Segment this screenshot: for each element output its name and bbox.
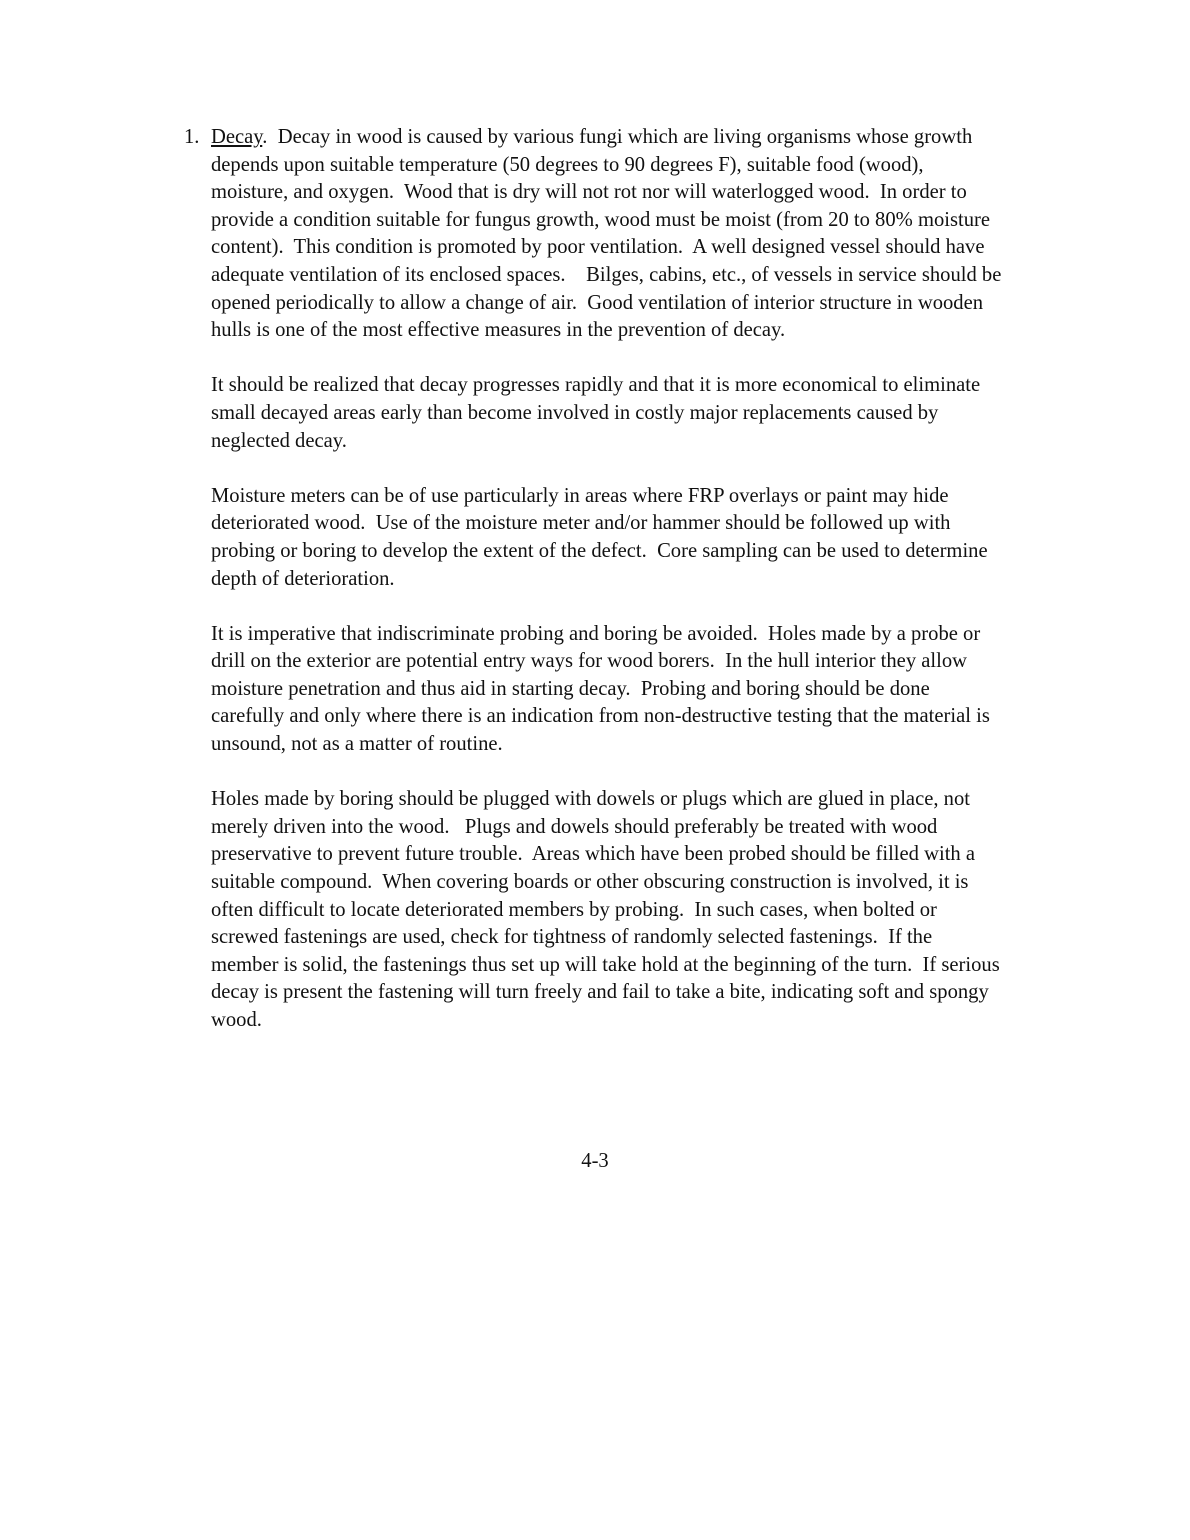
paragraph-line: wood. (211, 1009, 262, 1031)
paragraph-line: depth of deterioration. (211, 567, 395, 590)
paragraph-line-text: Decay in wood is caused by various fungi which are living organisms whose growth (277, 126, 973, 148)
paragraph-5 (211, 786, 1044, 1034)
paragraph-line: adequate ventilation of its enclosed spaces. Bilges, cabins, etc., of vessels in service should be (211, 263, 1002, 286)
paragraph-line: carefully and only where there is an indication from non-destructive testing that the material is (211, 705, 990, 728)
paragraph-line: moisture penetration and thus aid in starting decay. Probing and boring should be done (211, 677, 930, 700)
paragraph-line: content). This condition is promoted by poor ventilation. A well designed vessel should have (211, 236, 985, 259)
paragraph-line: depends upon suitable temperature (50 degrees to 90 degrees F), suitable food (wood), (211, 153, 924, 176)
paragraph-line: hulls is one of the most effective measures in the prevention of decay. (211, 319, 786, 342)
paragraph-line: drill on the exterior are potential entry ways for wood borers. In the hull interior they allow (211, 650, 968, 673)
paragraph-line: decay is present the fastening will turn freely and fail to take a bite, indicating soft and spongy (211, 981, 989, 1004)
paragraph-line: preservative to prevent future trouble. Areas which have been probed should be filled with a (211, 843, 975, 866)
item-number: 1. (184, 126, 200, 148)
paragraph-line: Holes made by boring should be plugged with dowels or plugs which are glued in place, not (211, 788, 970, 811)
paragraph-line: provide a condition suitable for fungus growth, wood must be moist (from 20 to 80% moisture (211, 208, 991, 231)
paragraph-1 (211, 124, 1044, 345)
heading-period: . (262, 126, 278, 148)
page-number: 4-3 (581, 1150, 609, 1172)
paragraph-line: often difficult to locate deteriorated members by probing. In such cases, when bolted or (211, 898, 937, 921)
paragraph-line: suitable compound. When covering boards or other obscuring construction is involved, it is (211, 871, 969, 894)
paragraph-line: Moisture meters can be of use particularly in areas where FRP overlays or paint may hide (211, 484, 949, 507)
paragraph-line: neglected decay. (211, 429, 347, 452)
section-heading: Decay (211, 126, 263, 148)
paragraph-line: screwed fastenings are used, check for tightness of randomly selected fastenings. If the (211, 926, 933, 949)
paragraph-line: opened periodically to allow a change of air. Good ventilation of interior structure in wooden (211, 291, 984, 314)
paragraph-line: member is solid, the fastenings thus set up will take hold at the beginning of the turn. If serious (211, 953, 1000, 976)
paragraph-4 (211, 621, 1044, 759)
paragraph-line: It is imperative that indiscriminate probing and boring be avoided. Holes made by a probe or (211, 622, 981, 645)
paragraph-line: small decayed areas early than become involved in costly major replacements caused by (211, 401, 939, 424)
paragraph-line: moisture, and oxygen. Wood that is dry will not rot nor will waterlogged wood. In order to (211, 181, 967, 204)
paragraph-2 (211, 372, 1044, 455)
paragraph-line: merely driven into the wood. Plugs and dowels should preferably be treated with wood (211, 815, 938, 838)
paragraph-line: probing or boring to develop the extent of the defect. Core sampling can be used to determine (211, 539, 988, 562)
paragraph-line (211, 124, 1044, 152)
paragraph-line: unsound, not as a matter of routine. (211, 733, 503, 756)
paragraph-3 (211, 483, 1044, 593)
paragraph-line: It should be realized that decay progresses rapidly and that it is more economical to eliminate (211, 374, 981, 397)
paragraph-line: deteriorated wood. Use of the moisture meter and/or hammer should be followed up with (211, 512, 951, 535)
item-body (211, 124, 1044, 1035)
numbered-item-decay (184, 124, 1044, 1062)
